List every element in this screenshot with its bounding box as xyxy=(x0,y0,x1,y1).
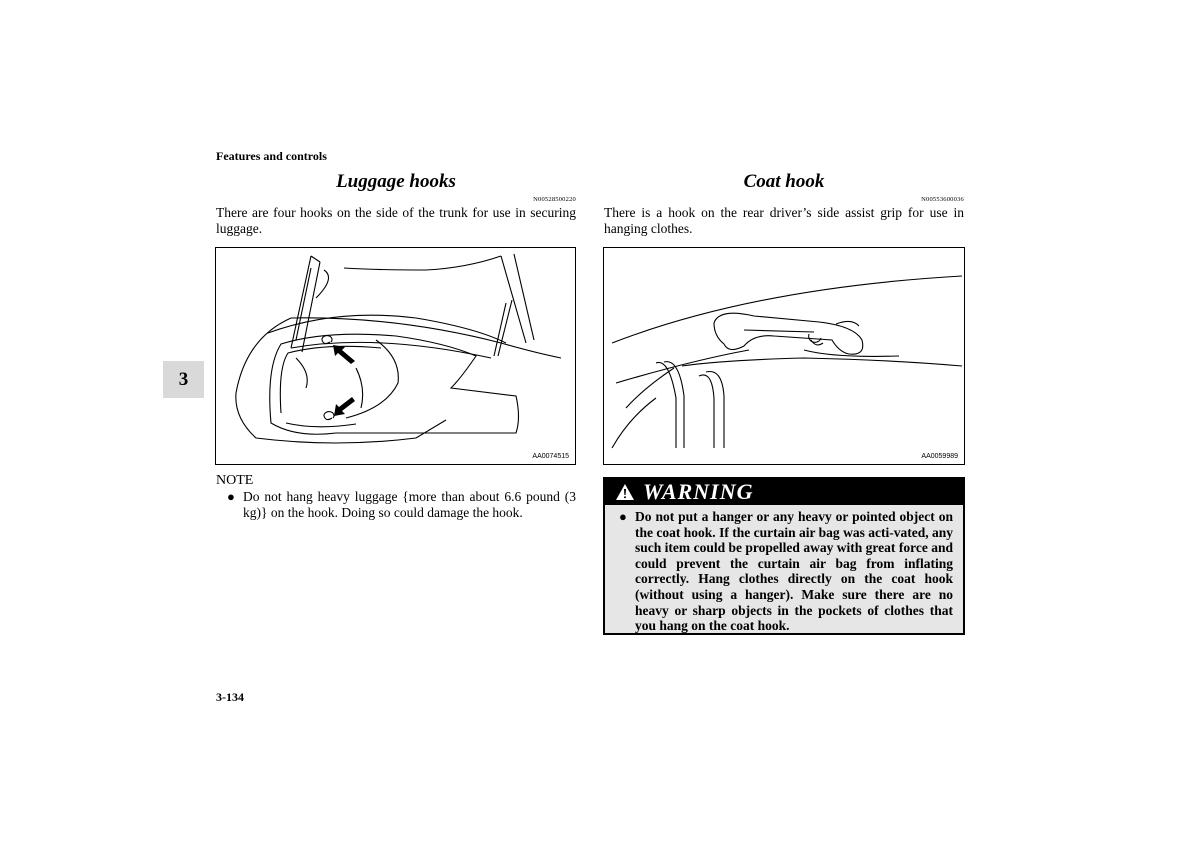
warning-content xyxy=(605,505,963,640)
chapter-tab: 3 xyxy=(163,361,204,398)
luggage-hooks-body: There are four hooks on the side of the trunk for use in securing luggage. xyxy=(216,205,576,236)
coat-hook-code: N00553600036 xyxy=(921,196,964,203)
note-text: Do not hang heavy luggage {more than about 6.6 pound (3 kg)} on the hook. Doing so could damage the hook. xyxy=(243,489,576,520)
arrow-lower-icon xyxy=(332,396,358,418)
coat-hook-body: There is a hook on the rear driver’s side assist grip for use in hanging clothes. xyxy=(604,205,964,236)
coat-hook-drawing xyxy=(604,248,964,464)
warning-triangle-icon xyxy=(615,483,635,501)
bullet-icon: ● xyxy=(619,509,627,524)
luggage-hooks-code: N00528500220 xyxy=(533,196,576,203)
warning-box xyxy=(603,477,965,635)
warning-bullet xyxy=(619,509,953,634)
warning-text: Do not put a hanger or any heavy or pointed object on the coat hook. If the curtain air bag was acti-vated, any such item could be propelled away with great force and could prevent the curtain air bag from inflating correctly. Hang clothes directly on the coat hook (without using a hanger). Make sure there are no heavy or sharp objects in the pockets of clothes that you hang on the coat hook. xyxy=(635,509,953,634)
coat-hook-title: Coat hook xyxy=(743,171,825,192)
note-heading: NOTE xyxy=(216,473,254,488)
arrow-upper-icon xyxy=(331,343,357,365)
section-header: Features and controls xyxy=(216,149,327,163)
trunk-illustration xyxy=(215,247,576,465)
warning-heading: WARNING xyxy=(643,479,754,504)
figure-label: AA0059989 xyxy=(921,453,958,460)
bullet-icon: ● xyxy=(227,489,235,504)
figure-label: AA0074515 xyxy=(532,453,569,460)
coat-hook-illustration xyxy=(603,247,965,465)
warning-header xyxy=(605,479,963,505)
page-number: 3-134 xyxy=(216,690,244,704)
trunk-hooks-drawing xyxy=(216,248,575,464)
note-bullet xyxy=(227,489,576,521)
luggage-hooks-title: Luggage hooks xyxy=(336,171,456,192)
